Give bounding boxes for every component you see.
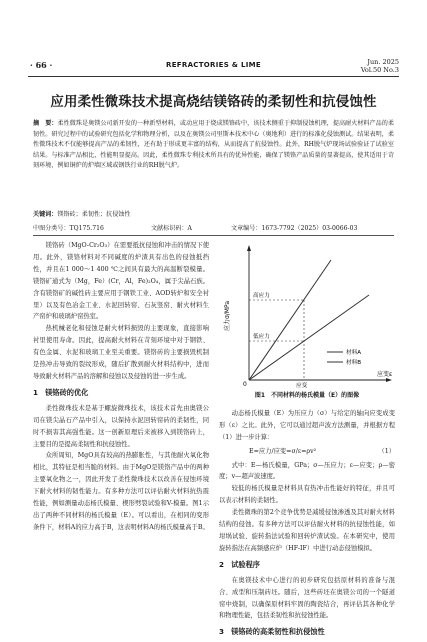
issue-volume: Vol.50 No.3 [360, 66, 399, 74]
paragraph: 镁铬砖（MgO-Cr₂O₃）在需要抵抗侵蚀和冲击的情况下使用。此外，镁铬材料对不同碱度的炉渣具有出色的侵蚀抵挡性，并且在1 000～1 400 ℃之间具有最大的高温断裂模量。镁铬矿通式为（Mg，Fe）(Cr，Al，Fe)₂O₄，属于尖晶石族。含有镁铬矿的碱性砖主要应用于钢铁工业、AOD转炉和安全衬里）以及有色冶金工业、水泥回转窑、石灰竖窑、耐火材料生产窑炉和玻璃炉窑热室。 [33, 242, 209, 321]
paragraph: 式中：E—杨氏模量，GPa；σ—压应力；ε—应变；ρ—密度；v—超声波速度。 [219, 461, 395, 481]
journal-name: REFRACTORIES & LIME [166, 61, 261, 69]
origin-label: 0 [243, 381, 247, 388]
high-stress-label: 高应力 [253, 293, 270, 299]
keywords-label: 关键词： [33, 211, 58, 218]
paragraph: 在奥镁技术中心进行的初步研究包括原材料的准备与混合、成型和压制砖坯。随后，这些砖坯在奥镁公司的一个隧道窑中烧制，以确保原材料牢固的陶瓷结合，再评估其各种化学和物理性能，包括柔韧性和抗侵蚀性能。 [219, 576, 395, 620]
section-heading: 2 试验程序 [219, 559, 260, 569]
keywords [33, 209, 394, 218]
article-number: 文章编号：1673-7792（2025）03-0066-03 [231, 225, 358, 232]
page-number: · 66 · [30, 60, 53, 70]
page-header [28, 58, 399, 74]
line-material-a [249, 260, 331, 380]
equation-number: （1） [378, 447, 395, 455]
issue-date-month: Jun. 2025 [367, 58, 399, 66]
legend-material-a: 材料A [346, 350, 362, 356]
abstract [33, 119, 394, 172]
y-axis-arrow [247, 245, 251, 251]
keywords-text: 镁铬砖；柔韧性；抗侵蚀性 [57, 211, 131, 218]
paragraph: 众所周知，MgO具有较高的热膨胀性，与其他耐火氧化物相比，其特征是相当脆的材料。由于MgO是镁铬产品中的两种主要氧化物之一，因此开发了柔性微珠技术以改善在侵蚀环境下耐火材料的韧性能力。有多种方法可以评估耐火材料抗热震性能，例如测量动态杨氏模量、楔形劈裂试验和V-模量。图1示出了两种不同材料的杨氏模量（E）。可以看出，在相同的变形条件下，材料A的应力高于B，这表明材料A的杨氏模量高于B。 [33, 452, 209, 531]
paper-title: 应用柔性微珠技术提高烧结镁铬砖的柔韧性和抗侵蚀性 [50, 95, 377, 110]
legend-material-b: 材料B [346, 360, 362, 366]
section-heading: 1 镁铬砖的优化 [33, 387, 89, 397]
paragraph: 动态杨氏模量（E）为压应力（σ）与给定的轴向应变成变形（ε）之比。此外，它可以通过超声波方法测量，并根据方程（1）进一步计算： [219, 409, 395, 441]
left-column [33, 240, 209, 534]
strain-label: 应变 [296, 383, 308, 388]
right-column [219, 240, 395, 642]
abstract-label: 摘 要： [33, 120, 58, 127]
figure-1 [219, 240, 395, 388]
header-rule [28, 76, 399, 77]
paragraph: 柔性微珠技术是基于螺旋微珠技术，该技术首先由奥镁公司在镁尖晶石产品中引入，以保持水泥回转窑砖的柔韧性，同时不损害其高强性能。这一创新原理后来被移入到镁铬砖上，主要目的是提高柔韧性和抗侵蚀性。 [33, 404, 209, 448]
x-axis-arrow [386, 378, 392, 382]
abstract-text: 柔性微珠是奥镁公司新开发的一种新型材料，或动应用于烧成镁铬砖中，该技术侧重于抑制侵蚀机理，提高耐火材料产品的柔韧性。研究过程中的试验研究包括化学和物理分析，以及在奥镁公司里斯本技术中心（奥地利）进行的标准化侵蚀测试。结果表明，柔性微珠技术不仅能够提高产品的柔韧性，还有助于形成更丰富的结构，从而提高了抗侵蚀性。此外，RH脱气炉现场试验验证了试验室结果。与标准产品相比，性能明显提高。因此，柔性微珠专利技术所具有的优异性能，确保了镁铬产品质量的显著提高，使其适用于苛刻环境，例如铜炉的炉墙区域或钢铁行业的RH脱气炉。 [33, 120, 395, 169]
equation-body: E=应力/应变=σ/ε=ρv² [249, 447, 317, 455]
clc-number: 中图分类号：TQ175.716 [33, 225, 104, 232]
low-stress-label: 低应力 [253, 334, 270, 340]
y-axis-label: 应力σ/MPa [224, 300, 231, 332]
doc-code: 文献标识码：A [151, 225, 192, 232]
equation-1 [219, 446, 395, 458]
meta-rule [33, 235, 394, 236]
paragraph: 热机械老化和侵蚀是耐火材料损毁的主要现象，直接影响衬里使用寿命。因此，提高耐火材料在苛刻环境中对于钢铁、有色金属、水泥和玻璃工业至关重要。镁铬砖的主要损毁机制是热冲击导致的裂纹形成，随后扩散到耐火材料结构中，进而导致耐火材料产品的溶解和侵蚀以及侵蚀的进一步生成。 [33, 325, 209, 380]
section-heading: 3 镁铬砖的高柔韧性和抗侵蚀性 [219, 627, 325, 637]
stress-strain-diagram [219, 240, 395, 388]
paragraph: 柔性微珠的第2个竞争优势是减缓侵蚀渗透及其对耐火材料结构的侵蚀。有多种方法可以评估耐火材料的抗侵蚀性能，如坩埚试验、旋转指法试验和回转炉渣试验。在本研究中，使用旋转指法在高频感应炉（HF-IF）中进行动态侵蚀模拟。 [219, 509, 395, 552]
paragraph: 较低的杨氏模量是材料具有热冲击性能好的特征，并且可以表示材料的柔韧性。 [219, 485, 395, 505]
issue-date [361, 58, 399, 74]
x-axis-label: 应变ε [377, 371, 393, 378]
figure-caption: 图1 不同材料的杨氏模量（E）的图像 [254, 392, 360, 399]
